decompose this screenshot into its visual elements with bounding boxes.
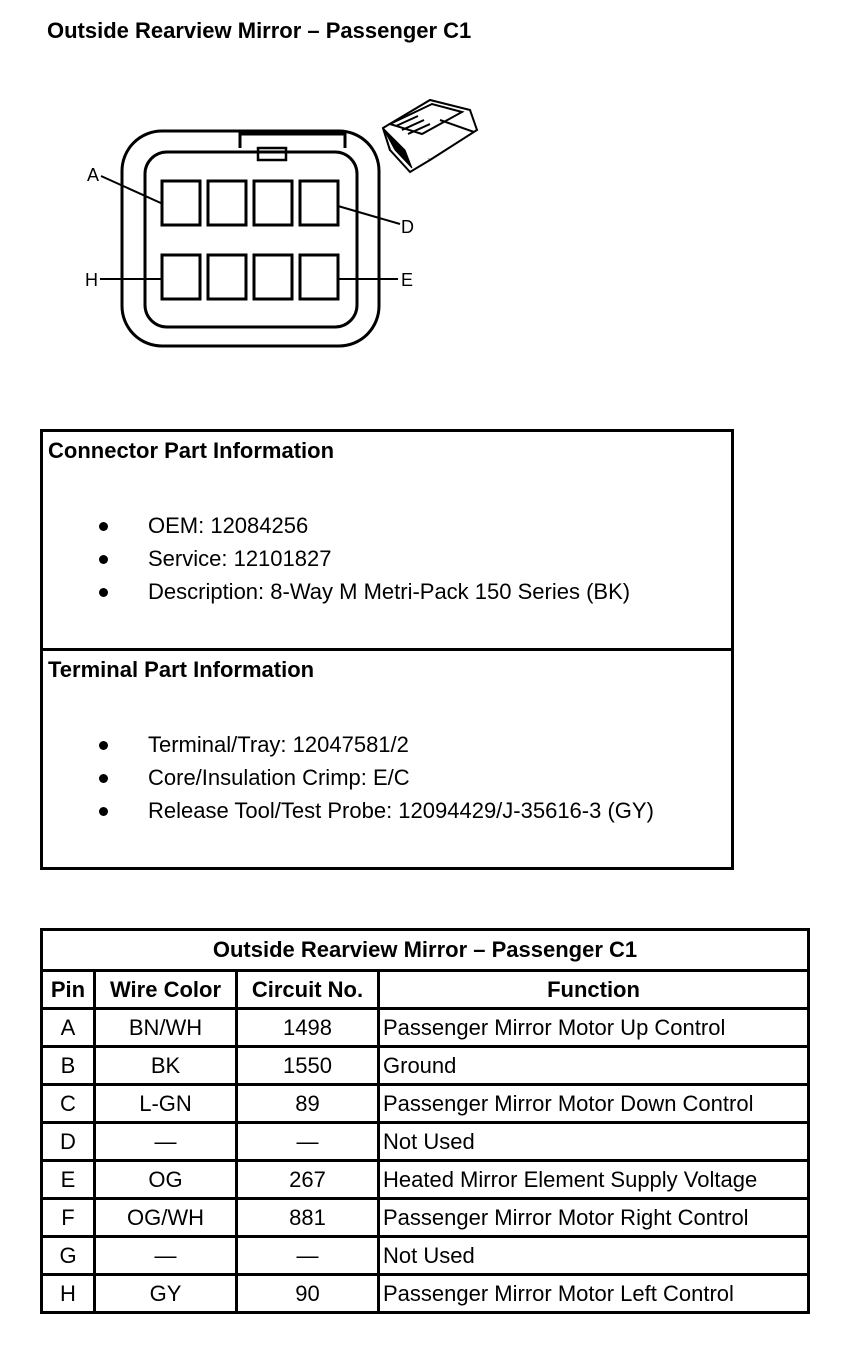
function-cell: Passenger Mirror Motor Down Control <box>379 1085 809 1123</box>
pin-cell: A <box>42 1009 95 1047</box>
circuit-no-cell: 90 <box>237 1275 379 1313</box>
table-row <box>42 1047 809 1085</box>
wire-color-cell: — <box>95 1237 237 1275</box>
pin-cell: H <box>42 1275 95 1313</box>
circuit-no-cell: 1550 <box>237 1047 379 1085</box>
pin-label-a: A <box>87 165 100 185</box>
connector-part-info-list <box>43 509 630 608</box>
bullet-icon <box>99 741 108 750</box>
circuit-no-cell: — <box>237 1237 379 1275</box>
bullet-icon <box>99 588 108 597</box>
column-header-wire-color: Wire Color <box>95 971 237 1009</box>
connector-part-info-heading: Connector Part Information <box>48 438 335 463</box>
list-item-text: OEM: 12084256 <box>148 513 309 538</box>
pin-label-h: H <box>85 270 98 290</box>
table-row <box>42 1199 809 1237</box>
pin-table <box>40 928 810 1314</box>
function-cell: Passenger Mirror Motor Up Control <box>379 1009 809 1047</box>
pin-table-caption: Outside Rearview Mirror – Passenger C1 <box>42 930 809 971</box>
bullet-icon <box>99 522 108 531</box>
bullet-icon <box>99 555 108 564</box>
column-header-pin: Pin <box>42 971 95 1009</box>
list-item-text: Service: 12101827 <box>148 546 332 571</box>
pin-table-body <box>42 1009 809 1313</box>
pin-cell: G <box>42 1237 95 1275</box>
table-row <box>42 1085 809 1123</box>
wire-color-cell: BN/WH <box>95 1009 237 1047</box>
connector-thumbnail <box>383 100 477 172</box>
function-cell: Ground <box>379 1047 809 1085</box>
circuit-no-cell: — <box>237 1123 379 1161</box>
function-cell: Not Used <box>379 1123 809 1161</box>
wire-color-cell: — <box>95 1123 237 1161</box>
wire-color-cell: BK <box>95 1047 237 1085</box>
circuit-no-cell: 267 <box>237 1161 379 1199</box>
table-row <box>42 1123 809 1161</box>
pin-cell: C <box>42 1085 95 1123</box>
wire-color-cell: OG/WH <box>95 1199 237 1237</box>
function-cell: Passenger Mirror Motor Right Control <box>379 1199 809 1237</box>
function-cell: Not Used <box>379 1237 809 1275</box>
terminal-part-info-box <box>40 648 734 870</box>
pin-cell: B <box>42 1047 95 1085</box>
page-title: Outside Rearview Mirror – Passenger C1 <box>47 18 472 43</box>
terminal-part-info-list <box>43 728 654 827</box>
table-row <box>42 1009 809 1047</box>
function-cell: Passenger Mirror Motor Left Control <box>379 1275 809 1313</box>
function-cell: Heated Mirror Element Supply Voltage <box>379 1161 809 1199</box>
circuit-no-cell: 881 <box>237 1199 379 1237</box>
pin-cell: E <box>42 1161 95 1199</box>
pin-cell: D <box>42 1123 95 1161</box>
pin-label-d: D <box>401 217 414 237</box>
list-item-text: Release Tool/Test Probe: 12094429/J-35616-3 (GY) <box>148 798 654 823</box>
circuit-no-cell: 89 <box>237 1085 379 1123</box>
list-item-text: Description: 8-Way M Metri-Pack 150 Series (BK) <box>148 579 631 604</box>
list-item-text: Core/Insulation Crimp: E/C <box>148 765 410 790</box>
list-item <box>43 575 630 608</box>
list-item <box>43 728 654 761</box>
pin-label-e: E <box>401 270 414 290</box>
connector-diagram <box>0 0 864 400</box>
wire-color-cell: L-GN <box>95 1085 237 1123</box>
table-row <box>42 1237 809 1275</box>
bullet-icon <box>99 807 108 816</box>
bullet-icon <box>99 774 108 783</box>
terminal-part-info-heading: Terminal Part Information <box>48 657 315 682</box>
table-row <box>42 1275 809 1313</box>
wire-color-cell: GY <box>95 1275 237 1313</box>
table-row <box>42 1161 809 1199</box>
column-header-function: Function <box>379 971 809 1009</box>
wire-color-cell: OG <box>95 1161 237 1199</box>
list-item <box>43 509 630 542</box>
list-item <box>43 542 630 575</box>
pin-cell: F <box>42 1199 95 1237</box>
circuit-no-cell: 1498 <box>237 1009 379 1047</box>
column-header-circuit-no: Circuit No. <box>237 971 379 1009</box>
connector-part-info-box <box>40 429 734 651</box>
list-item <box>43 761 654 794</box>
list-item-text: Terminal/Tray: 12047581/2 <box>148 732 409 757</box>
list-item <box>43 794 654 827</box>
